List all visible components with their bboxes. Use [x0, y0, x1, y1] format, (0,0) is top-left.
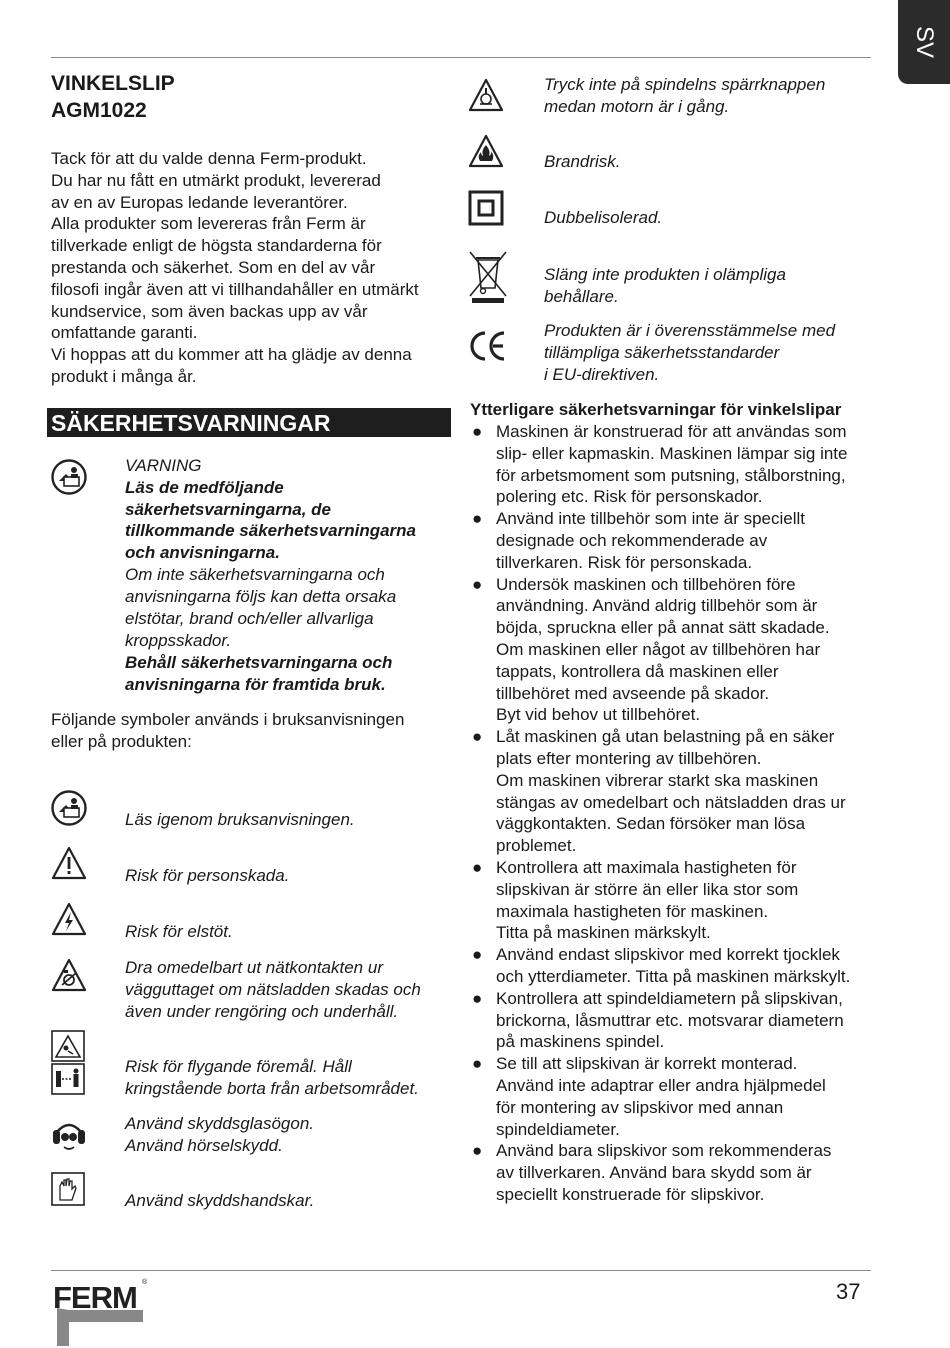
list-item-line: maximala hastigheten för maskinen. — [496, 901, 769, 921]
list-item-line: tillverkaren. Risk för personskada. — [496, 552, 753, 572]
intro-line: Alla produkter som levereras från Ferm är — [51, 214, 366, 234]
intro-line: filosofi ingår även att vi tillhandahåller en utmärkt — [51, 279, 419, 299]
warning-line: elstötar, brand och/eller allvarliga — [125, 609, 374, 629]
symbol-label: Använd hörselskydd. — [125, 1135, 283, 1155]
list-item-line: väggkontakten. Sedan försöker man lösa — [496, 814, 806, 834]
symbol-label: Tryck inte på spindelns spärrknappen — [544, 75, 826, 94]
warning-line: anvisningarna följs kan detta orsaka — [125, 587, 397, 607]
list-item — [470, 1053, 873, 1140]
list-item-line: Maskinen är konstruerad för att användas som — [496, 422, 847, 441]
section-heading: SÄKERHETSVARNINGAR — [47, 408, 451, 437]
symbols-intro-line: Följande symboler används i bruksanvisningen — [51, 709, 405, 729]
list-item — [470, 508, 873, 573]
goggles-earmuffs-icon — [51, 1118, 87, 1154]
list-item — [470, 857, 873, 944]
warning-triangle-icon — [51, 846, 87, 880]
list-item-line: Låt maskinen gå utan belastning på en säker — [496, 727, 835, 747]
symbol-label: behållare. — [544, 286, 619, 306]
list-item-line: polering etc. Risk för personskador. — [496, 487, 763, 507]
read-manual-icon — [51, 459, 87, 495]
symbol-label: kringstående borta från arbetsområdet. — [125, 1078, 419, 1098]
list-item-line: Titta på maskinen märkskylt. — [496, 923, 711, 943]
intro-paragraph — [51, 148, 451, 388]
unplug-icon — [51, 958, 87, 992]
intro-line: prestanda och säkerhet. Som en del av vår — [51, 257, 376, 277]
list-item-line: plats efter montering av tillbehören. — [496, 748, 762, 768]
symbol-label: Använd skyddshandskar. — [125, 1191, 315, 1210]
symbol-label: Produkten är i överensstämmelse med — [544, 321, 836, 340]
warning-bold-line: Läs de medföljande — [125, 477, 284, 497]
symbol-label: Dubbelisolerad. — [544, 208, 663, 227]
list-item-line: Använd inte tillbehör som inte är speciellt — [496, 509, 805, 529]
list-item-line: tappats, kontrollera då maskinen eller — [496, 661, 779, 681]
symbols-intro-line: eller på produkten: — [51, 731, 192, 751]
bullet-icon: ● — [472, 945, 483, 965]
warning-bold-line: Behåll säkerhetsvarningarna och — [125, 652, 393, 672]
bullet-icon: ● — [472, 422, 483, 441]
list-item — [470, 726, 873, 857]
symbol-label: i EU-direktiven. — [544, 364, 660, 384]
symbol-label: Släng inte produkten i olämpliga — [544, 265, 786, 284]
language-code: SV — [911, 25, 938, 58]
list-item-line: Om maskinen vibrerar starkt ska maskinen — [496, 770, 819, 790]
symbol-label: vägguttaget om nätsladden skadas och — [125, 979, 421, 999]
ce-mark-icon — [468, 330, 508, 362]
read-manual-icon — [51, 790, 87, 826]
list-item-line: Använd endast slipskivor med korrekt tjocklek — [496, 945, 840, 965]
intro-line: Tack för att du valde denna Ferm-produkt. — [51, 149, 367, 168]
warning-line: Om inte säkerhetsvarningarna och — [125, 565, 385, 585]
intro-line: omfattande garanti. — [51, 323, 198, 343]
list-item-line: Byt vid behov ut tillbehöret. — [496, 705, 701, 725]
symbol-label: Dra omedelbart ut nätkontakten ur — [125, 958, 383, 977]
list-item — [470, 944, 873, 988]
list-item-line: Om maskinen eller något av tillbehören har — [496, 639, 821, 659]
list-item-line: stängas av omedelbart och nätsladden dras ur — [496, 792, 846, 812]
intro-line: Du har nu fått en utmärkt produkt, levererad — [51, 170, 381, 190]
list-item-line: speciellt konstruerade för slipskivor. — [496, 1184, 765, 1204]
page-number: 37 — [836, 1279, 861, 1304]
gloves-icon — [51, 1172, 85, 1206]
footer-rule — [51, 1270, 871, 1271]
electric-shock-icon — [51, 902, 87, 936]
warning-heading: VARNING — [125, 455, 202, 475]
bullet-icon: ● — [472, 574, 483, 594]
warning-bold-line: tillkommande säkerhetsvarningarna — [125, 521, 417, 541]
bullet-icon: ● — [472, 727, 483, 747]
warning-bold-line: anvisningarna för framtida bruk. — [125, 674, 386, 694]
warning-text — [125, 455, 455, 696]
symbol-label: Använd skyddsglasögon. — [125, 1114, 315, 1133]
list-item-line: slipskivan är större än eller lika stor som — [496, 879, 799, 899]
symbol-label: även under rengöring och underhåll. — [125, 1001, 399, 1021]
registered-mark: ® — [142, 1279, 148, 1286]
list-item-line: tillbehöret med avseende på skador. — [496, 683, 770, 703]
intro-line: kundservice, som även backas upp av vår — [51, 301, 368, 321]
warning-bold-line: och anvisningarna. — [125, 543, 280, 563]
warning-line: kroppsskador. — [125, 631, 232, 651]
product-title — [51, 70, 451, 124]
list-item-line: problemet. — [496, 836, 577, 856]
list-item-line: böjda, spruckna eller på annat sätt skadade. — [496, 618, 830, 638]
list-item-line: av tillverkaren. Använd bara skydd som är — [496, 1163, 812, 1183]
list-item-line: slip- eller kapmaskin. Maskinen lämpar sig inte — [496, 443, 848, 463]
symbol-label: medan motorn är i gång. — [544, 96, 730, 116]
header-rule — [51, 57, 871, 58]
list-item-line: på maskinens spindel. — [496, 1032, 665, 1052]
logo-wordmark: FERM — [53, 1280, 137, 1315]
symbol-label: Brandrisk. — [544, 152, 621, 171]
product-model: AGM1022 — [51, 99, 147, 122]
symbol-label: tillämpliga säkerhetsstandarder — [544, 342, 780, 362]
warnings-list — [470, 421, 873, 1206]
symbols-intro — [51, 709, 451, 753]
symbol-label: Risk för flygande föremål. Håll — [125, 1057, 352, 1076]
list-item-line: användning. Använd aldrig tillbehör som är — [496, 596, 818, 616]
intro-line: tillverkade enligt de högsta standarderna för — [51, 236, 382, 256]
fire-icon — [468, 134, 504, 168]
bullet-icon: ● — [472, 988, 483, 1008]
list-item-line: designade och rekommenderade av — [496, 530, 768, 550]
list-item-line: Se till att slipskivan är korrekt monterad. — [496, 1054, 798, 1074]
product-category: VINKELSLIP — [51, 72, 175, 95]
list-item — [470, 574, 873, 727]
list-item-line: och ytterdiameter. Titta på maskinen märkskylt. — [496, 966, 851, 986]
double-insulation-icon — [468, 190, 504, 226]
flying-objects-icon — [51, 1030, 85, 1096]
symbol-label: Läs igenom bruksanvisningen. — [125, 810, 355, 829]
list-item-line: Kontrollera att maximala hastigheten för — [496, 857, 797, 877]
list-item-line: Kontrollera att spindeldiametern på slipskivan, — [496, 988, 843, 1008]
wheelie-bin-icon — [468, 250, 508, 304]
left-symbol-list — [51, 790, 451, 1220]
intro-line: av en av Europas ledande leverantörer. — [51, 192, 348, 212]
list-item-line: för arbetsmoment som putsning, stålborstning, — [496, 465, 846, 485]
list-item-line: Undersök maskinen och tillbehören före — [496, 574, 796, 594]
bullet-icon: ● — [472, 509, 483, 529]
list-item — [470, 1140, 873, 1205]
language-tab — [898, 0, 950, 84]
list-item-line: för montering av slipskivor med annan — [496, 1097, 784, 1117]
intro-line: Vi hoppas att du kommer att ha glädje av denna — [51, 345, 412, 365]
list-item-line: Använd inte adaptrar eller andra hjälpmedel — [496, 1075, 826, 1095]
intro-line: produkt i många år. — [51, 366, 197, 386]
list-item — [470, 988, 873, 1053]
bullet-icon: ● — [472, 1141, 483, 1161]
ferm-logo — [51, 1278, 151, 1348]
bullet-icon: ● — [472, 1054, 483, 1074]
warning-block — [51, 455, 451, 699]
warning-bold-line: säkerhetsvarningarna, de — [125, 499, 331, 519]
right-column — [468, 70, 873, 1210]
list-item — [470, 421, 873, 508]
bullet-icon: ● — [472, 857, 483, 877]
symbol-label: Risk för personskada. — [125, 866, 290, 885]
symbol-label: Risk för elstöt. — [125, 922, 233, 941]
left-column — [51, 70, 451, 752]
list-item-line: spindeldiameter. — [496, 1119, 620, 1139]
list-item-line: brickorna, låsmuttrar etc. motsvarar diametern — [496, 1010, 844, 1030]
additional-warnings-heading: Ytterligare säkerhetsvarningar för vinkelslipar — [470, 400, 842, 419]
spindle-lock-icon — [468, 78, 504, 112]
list-item-line: Använd bara slipskivor som rekommenderas — [496, 1141, 832, 1161]
